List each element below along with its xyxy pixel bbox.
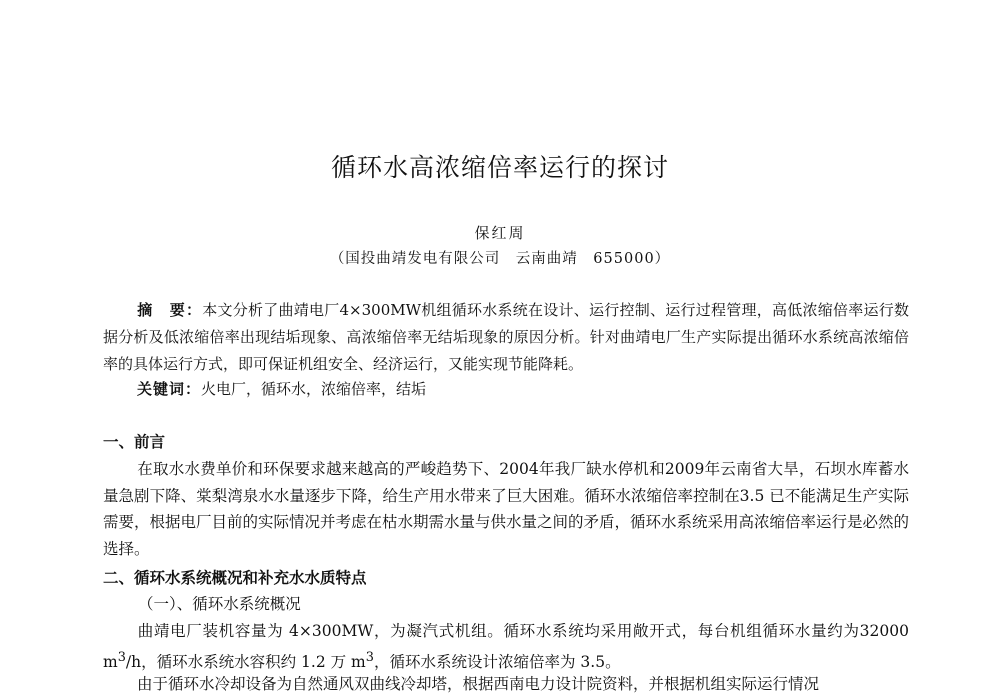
keywords-label: 关键词： (137, 380, 202, 398)
unit-superscript: 3 (117, 649, 126, 665)
section-1-heading: 一、前言 (103, 433, 166, 451)
paper-title: 循环水高浓缩倍率运行的探讨 (330, 153, 669, 182)
section-2-text-c: ，循环水系统设计浓缩倍率为 3.5。 (373, 652, 621, 671)
subsection-2-1-heading: （一）、循环水系统概况 (138, 595, 301, 613)
section-2-paragraph (103, 618, 909, 675)
author-affiliation: （国投曲靖发电有限公司 云南曲靖 655000） (329, 251, 671, 267)
section-2-heading: 二、循环水系统概况和补充水水质特点 (103, 569, 367, 587)
section-1-text: 在取水水费单价和环保要求越来越高的严峻趋势下、2004年我厂缺水停机和2009年云南省大旱，石坝水库蓄水量急剧下降、棠梨湾泉水水量逐步下降，给生产用水带来了巨大困难。循环水浓缩倍率控制在3.5 已不能满足生产实际需要，根据电厂目前的实际情况并考虑在枯水期需水量与供水量之间的矛盾，循环水系统采用高浓缩倍率运行是必然的选择。 (103, 460, 910, 558)
author-name: 保红周 (474, 224, 526, 242)
abstract (103, 297, 909, 378)
section-2-text-a: 曲靖电厂装机容量为 4×300MW，为凝汽式机组。循环水系统均采用敞开式，每台机组循环水量约为32000 m (103, 622, 909, 671)
keywords (137, 378, 426, 399)
keywords-text: 火电厂，循环水，浓缩倍率，结垢 (201, 380, 427, 398)
section-2-text-b: /h，循环水系统水容积约 1.2 万 m (125, 652, 366, 671)
section-1-paragraph (103, 456, 909, 562)
unit-superscript: 3 (365, 649, 374, 665)
abstract-text: 本文分析了曲靖电厂4×300MW机组循环水系统在设计、运行控制、运行过程管理，高低浓缩倍率运行数据分析及低浓缩倍率出现结垢现象、高浓缩倍率无结垢现象的原因分析。针对曲靖电厂生产实际提出循环水系统高浓缩倍率的具体运行方式，即可保证机组安全、经济运行，又能实现节能降耗。 (103, 301, 909, 373)
section-2-cut-line: 由于循环水冷却设备为自然通风双曲线冷却塔，根据西南电力设计院资料，并根据机组实际运行情况 (137, 675, 820, 693)
abstract-label: 摘 要： (137, 301, 203, 319)
